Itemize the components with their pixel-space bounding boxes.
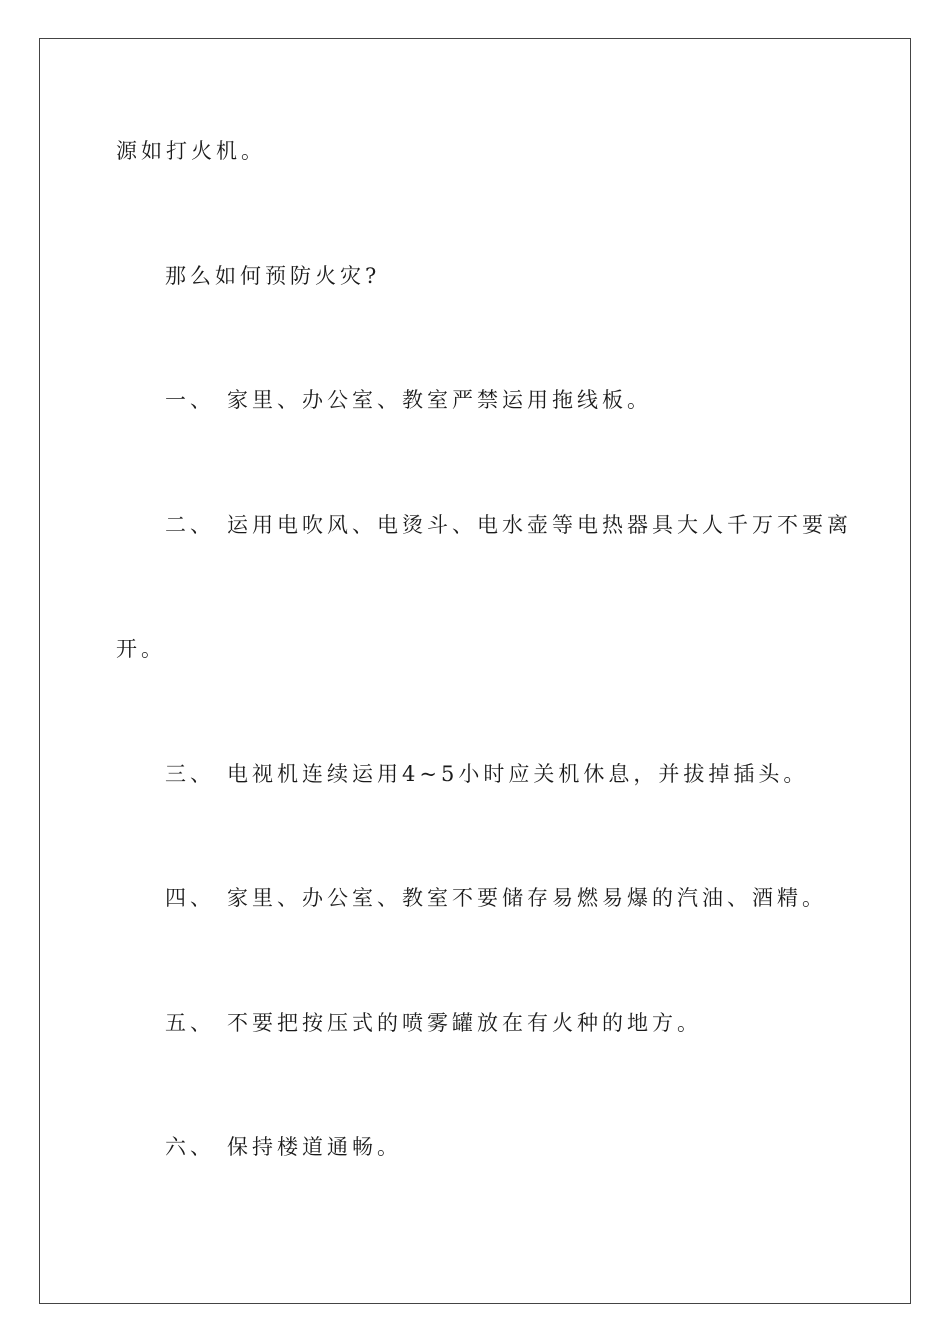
question-heading: 那么如何预防火灾? [165, 264, 381, 288]
item-number: 二、 [165, 513, 215, 537]
item-text: 电视机连续运用4~5小时应关机休息，并拔掉插头。 [227, 762, 809, 786]
list-item [165, 884, 827, 912]
list-item [165, 1009, 702, 1037]
item-text: 运用电吹风、电烫斗、电水壶等电热器具大人千万不要离 [227, 513, 852, 537]
item-text: 不要把按压式的喷雾罐放在有火种的地方。 [227, 1011, 702, 1035]
list-item-wrap: 开。 [116, 637, 166, 661]
item-number: 六、 [165, 1135, 215, 1159]
item-text: 家里、办公室、教室严禁运用拖线板。 [227, 388, 652, 412]
page-border [39, 38, 911, 1304]
item-number: 四、 [165, 886, 215, 910]
list-item [165, 760, 808, 788]
list-item [165, 1133, 402, 1161]
item-text: 保持楼道通畅。 [227, 1135, 402, 1159]
list-item [165, 386, 652, 414]
continuation-text: 源如打火机。 [116, 139, 266, 163]
list-item [165, 511, 852, 539]
item-number: 五、 [165, 1011, 215, 1035]
item-number: 三、 [165, 762, 215, 786]
item-number: 一、 [165, 388, 215, 412]
item-text: 家里、办公室、教室不要储存易燃易爆的汽油、酒精。 [227, 886, 827, 910]
